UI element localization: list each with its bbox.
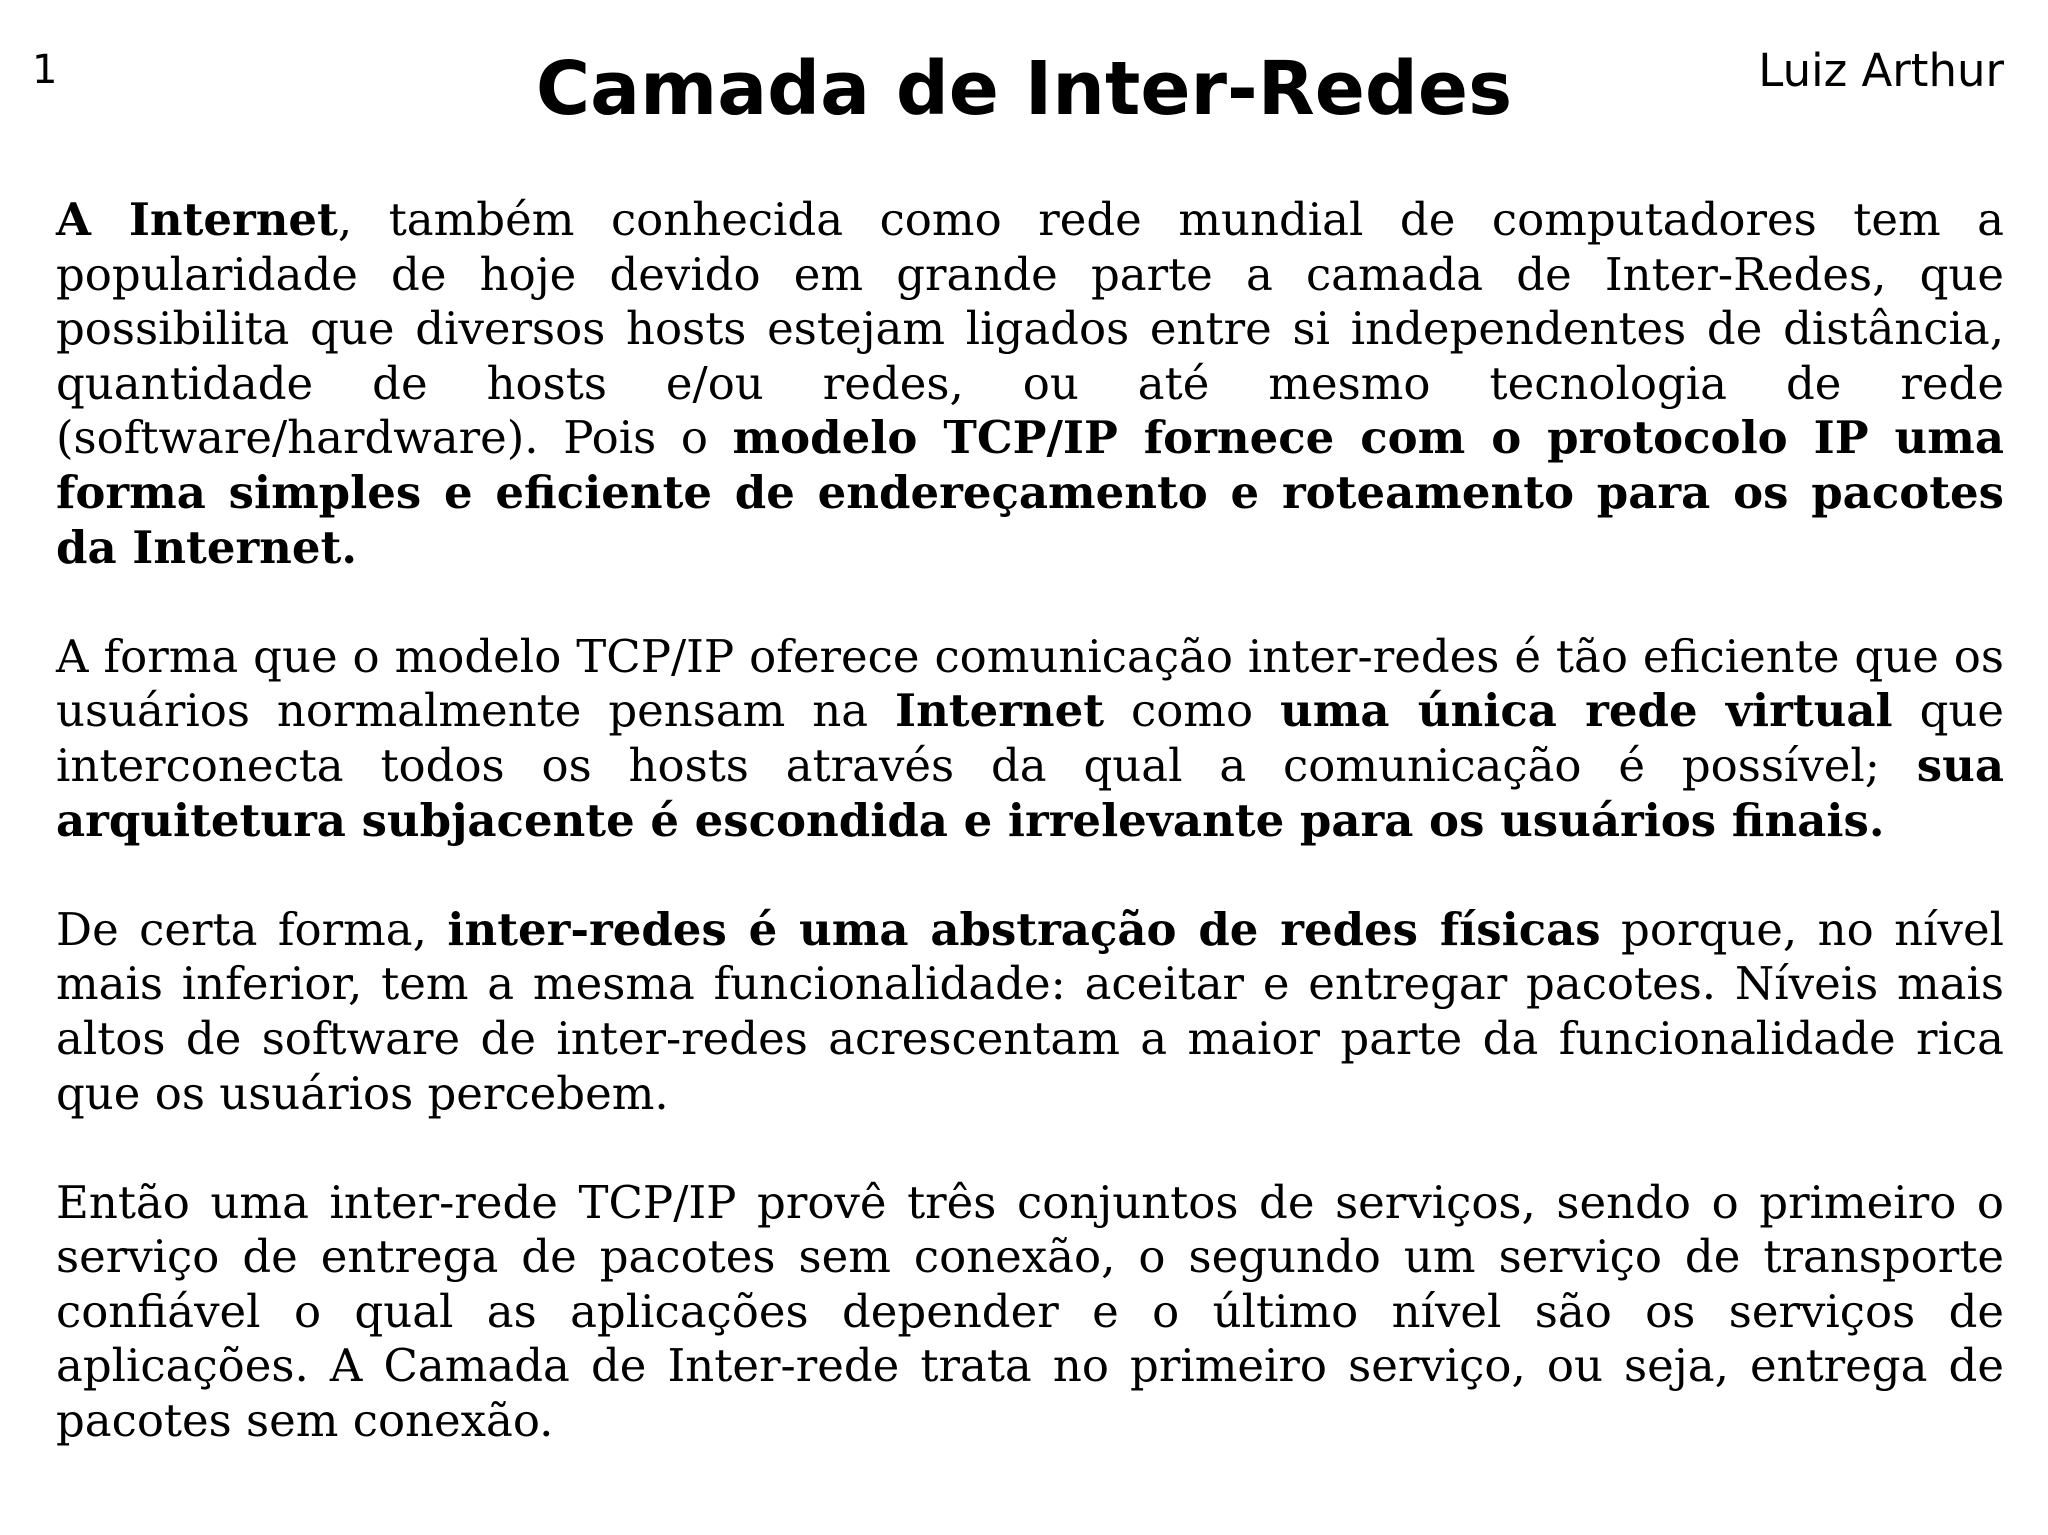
- body-text: De certa forma,: [56, 902, 448, 956]
- body-text: , também conhecida como rede mundial de computadores tem a popularidade de hoje devido em grande parte a camada de Inter-Redes, que possibilita que diversos hosts estejam ligados entre si independentes de distância, quantidade de hosts e/ou redes, ou até mesmo tecnologia de rede (software/hardware). Pois o: [56, 193, 2005, 465]
- bold-text: inter-redes é uma abstração de redes físicas: [447, 902, 1601, 956]
- bold-text: uma única rede virtual: [1280, 684, 1893, 738]
- body-text: como: [1104, 684, 1280, 738]
- bold-text: A Internet: [56, 193, 338, 246]
- page-title: Camada de Inter-Redes: [535, 46, 1513, 132]
- bold-text: sua arquitetura subjacente é escondida e irrelevante para os usuários finais.: [56, 738, 2004, 847]
- paragraph: [56, 630, 2004, 848]
- bold-text: modelo TCP/IP fornece com o protocolo IP uma forma simples e eficiente de endereçamento e roteamento para os pacotes da Internet.: [56, 411, 2004, 574]
- author-name: Luiz Arthur: [1758, 44, 2004, 97]
- bold-text: Internet: [895, 684, 1105, 738]
- body-text: Então uma inter-rede TCP/IP provê três conjuntos de serviços, sendo o primeiro o serviço de entrega de pacotes sem conexão, o segundo um serviço de transporte confiável o qual as aplicações depender e o último nível são os serviços de aplicações. A Camada de Inter-rede trata no primeiro serviço, ou seja, entrega de pacotes sem conexão.: [56, 1175, 2004, 1448]
- document-body: [56, 193, 2004, 1503]
- paragraph: [56, 903, 2004, 1121]
- page-number: 1: [32, 47, 58, 93]
- paragraph: [56, 193, 2004, 575]
- paragraph: [56, 1176, 2004, 1449]
- body-text: porque, no nível mais inferior, tem a mesma funcionalidade: aceitar e entregar pacotes. Níveis mais altos de software de inter-redes acrescentam a maior parte da funcionalidade rica que os usuários percebem.: [56, 902, 2004, 1120]
- body-text: que interconecta todos os hosts através da qual a comunicação é possível;: [56, 684, 2004, 792]
- body-text: A forma que o modelo TCP/IP oferece comunicação inter-redes é tão eficiente que os usuários normalmente pensam na: [56, 629, 2004, 738]
